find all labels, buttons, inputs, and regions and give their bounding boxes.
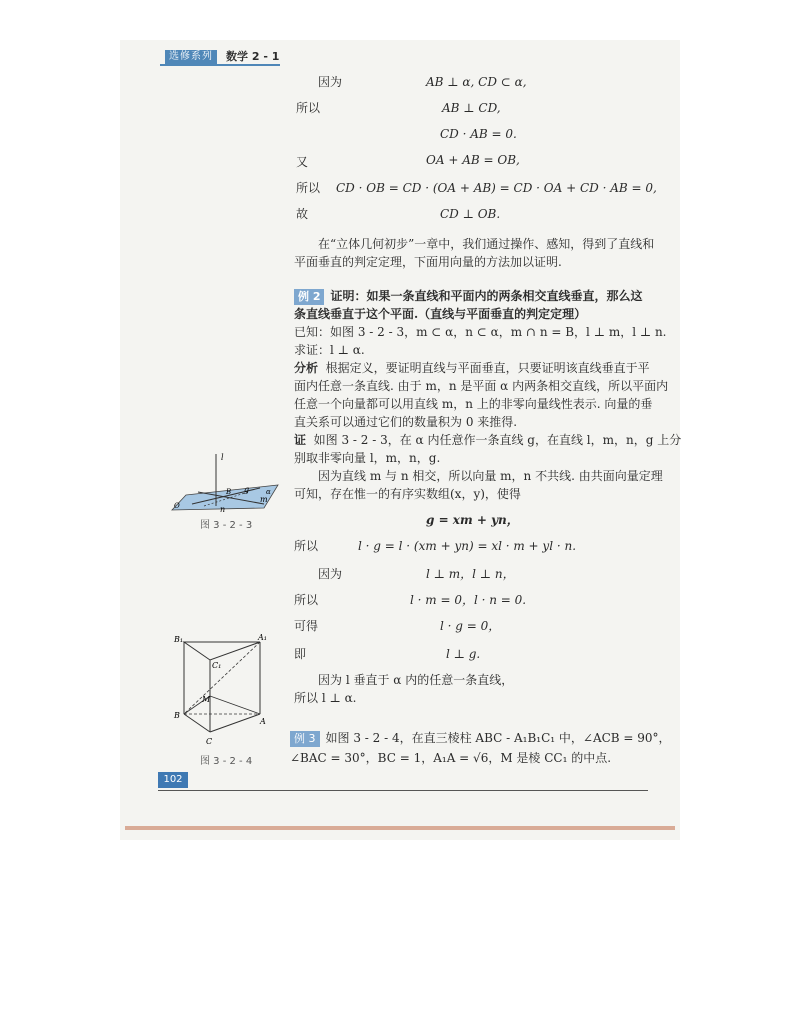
analysis-label: 分析 xyxy=(294,361,319,375)
label-B1: B₁ xyxy=(174,635,184,644)
header-rule xyxy=(160,64,280,66)
analysis-line-1: 分析 根据定义，要证明直线与平面垂直，只要证明该直线垂直于平 xyxy=(294,361,650,375)
label-alpha: α xyxy=(266,488,271,496)
ie-eq: l ⊥ g. xyxy=(446,647,481,661)
intro-line-1: 在“立体几何初步”一章中，我们通过操作、感知，得到了直线和 xyxy=(318,237,655,251)
because-eq: AB ⊥ α, CD ⊂ α, xyxy=(426,75,527,89)
because-label-2: 因为 xyxy=(318,567,343,581)
proof-line-2: 别取非零向量 l，m，n，g. xyxy=(294,451,441,465)
edge-BC xyxy=(184,714,210,732)
top-face xyxy=(184,642,260,660)
label-g: g xyxy=(244,485,250,494)
page-edge xyxy=(125,826,675,830)
proof-line-1: 证 如图 3 - 2 - 3，在 α 内任意作一条直线 g，在直线 l，m，n，g 上分 xyxy=(294,433,682,447)
label-M: M xyxy=(202,695,211,704)
label-n: n xyxy=(220,505,226,514)
analysis-line-2: 面内任意一条直线. 由于 m，n 是平面 α 内两条相交直线，所以平面内 xyxy=(294,379,669,393)
intro-line-2: 平面垂直的判定定理，下面用向量的方法加以证明. xyxy=(294,255,562,269)
conclusion-line-1: 因为 l 垂直于 α 内的任意一条直线， xyxy=(318,673,514,687)
hence-eq: CD ⊥ OB. xyxy=(440,207,501,221)
label-O: O xyxy=(174,502,180,510)
example2-given: 已知：如图 3 - 2 - 3，m ⊂ α，n ⊂ α，m ∩ n = B，l ⊥ m，l ⊥ n. xyxy=(294,325,667,339)
so-label-2: 所以 xyxy=(294,539,319,553)
also-label: 又 xyxy=(296,155,309,169)
label-B: B xyxy=(226,488,232,496)
label-A: A xyxy=(260,717,266,726)
example2-statement-2: 条直线垂直于这个平面.（直线与平面垂直的判定定理） xyxy=(294,307,587,321)
conclusion-line-2: 所以 l ⊥ α. xyxy=(294,691,357,705)
book-title: 数学 2 - 1 xyxy=(226,50,280,63)
figure-3-2-4-caption: 图 3 - 2 - 4 xyxy=(200,756,253,767)
diag-A1B xyxy=(184,642,260,714)
figure-3-2-3 xyxy=(168,450,288,520)
hence-label: 故 xyxy=(296,207,309,221)
eq-g: g = xm + yn， xyxy=(426,513,519,527)
so-label: 所以 xyxy=(296,181,321,195)
series-tag: 选修系列 xyxy=(165,50,217,64)
ie-label: 即 xyxy=(294,647,307,661)
label-l: l xyxy=(221,453,224,462)
obtain-label: 可得 xyxy=(294,619,319,633)
dot-eq: CD · AB = 0. xyxy=(440,127,517,141)
obtain-eq: l · g = 0， xyxy=(440,619,501,633)
proof2-line-2: 可知，存在惟一的有序实数组(x，y)，使得 xyxy=(294,487,521,501)
because-eq-2: l ⊥ m，l ⊥ n， xyxy=(426,567,515,581)
edge-CA xyxy=(210,714,260,732)
figure-3-2-3-caption: 图 3 - 2 - 3 xyxy=(200,520,253,531)
label-C1: C₁ xyxy=(212,661,222,670)
figure-3-2-4 xyxy=(172,630,272,750)
example3-badge: 例 3 xyxy=(290,731,320,747)
also-eq: OA + AB = OB, xyxy=(426,153,520,167)
label-A1: A₁ xyxy=(258,633,267,642)
example3-line-2: ∠BAC = 30°，BC = 1，A₁A = √6，M 是棱 CC₁ 的中点. xyxy=(290,751,612,765)
example2-prove: 求证：l ⊥ α. xyxy=(294,343,365,357)
label-m: m xyxy=(260,495,268,504)
label-B: B xyxy=(174,711,180,720)
therefore-label-2: 所以 xyxy=(294,593,319,607)
because-label: 因为 xyxy=(318,75,343,89)
proof2-line-1: 因为直线 m 与 n 相交，所以向量 m，n 不共线. 由共面向量定理 xyxy=(318,469,663,483)
footer-rule xyxy=(158,790,648,791)
page-number: 102 xyxy=(158,772,188,788)
example2-badge: 例 2 xyxy=(294,289,324,305)
example2-statement-1: 例 2 证明：如果一条直线和平面内的两条相交直线垂直，那么这 xyxy=(294,288,643,305)
so-eq: CD · OB = CD · (OA + AB) = CD · OA + CD · AB = 0, xyxy=(336,181,657,195)
example3-line-1: 例 3 如图 3 - 2 - 4，在直三棱柱 ABC - A₁B₁C₁ 中，∠ACB = 90°， xyxy=(290,730,671,747)
therefore-label: 所以 xyxy=(296,101,321,115)
so-eq-2: l · g = l · (xm + yn) = xl · m + yl · n. xyxy=(358,539,577,553)
label-C: C xyxy=(206,737,213,746)
therefore-eq-2: l · m = 0，l · n = 0. xyxy=(410,593,527,607)
seg-MA xyxy=(210,696,260,714)
therefore-eq: AB ⊥ CD, xyxy=(442,101,501,115)
analysis-line-4: 直关系可以通过它们的数量积为 0 来推得. xyxy=(294,415,518,429)
analysis-line-3: 任意一个向量都可以用直线 m，n 上的非零向量线性表示. 向量的垂 xyxy=(294,397,653,411)
proof-label: 证 xyxy=(294,433,307,447)
